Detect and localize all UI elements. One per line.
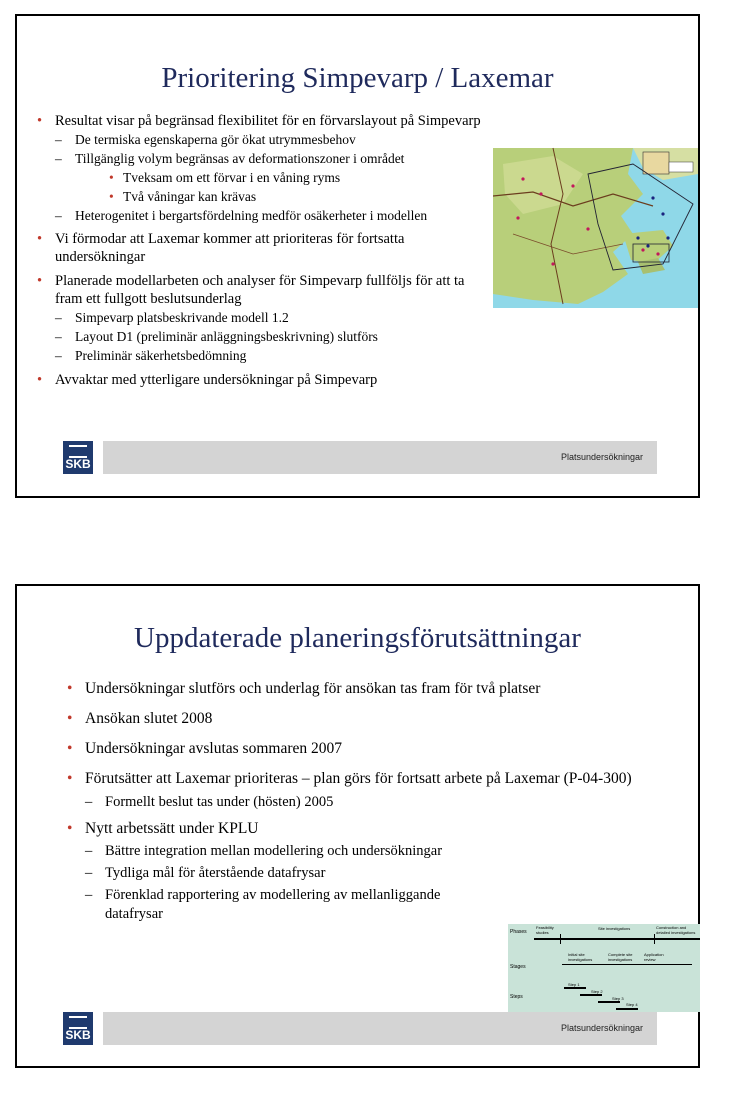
skb-logo: SKB [63,441,93,474]
bullet-item: • Vi förmodar att Laxemar kommer att prioriteras för fortsatta undersökningar [33,230,481,266]
sub-bullet-item: – Simpevarp platsbeskrivande modell 1.2 [55,308,481,327]
timeline-phase-label: Site investigations [598,926,631,931]
skb-logo: SKB [63,1012,93,1045]
footer-bar [103,1012,657,1045]
footer-bar [103,441,657,474]
slide-1 [15,14,700,498]
timeline-phase-label: Construction and detailed investigations [656,925,696,935]
timeline-row-label: Steps [510,994,523,1000]
slide-2-body [63,678,643,924]
sub-bullet-item: – Förenklad rapportering av modellering av mellanliggande datafrysar [85,886,465,924]
phases-timeline-figure [508,924,700,1012]
bullet-item: • Ansökan slutet 2008 [63,708,643,730]
timeline-tick [654,934,655,944]
sub-bullet-item: – Bättre integration mellan modellering och undersökningar [85,842,525,861]
bullet-item: • Nytt arbetssätt under KPLU [63,818,643,840]
bullet-item: • Förutsätter att Laxemar prioriteras – plan görs för fortsatt arbete på Laxemar (P-04-300) [63,768,643,790]
timeline-step-label: Step 3 [612,996,624,1001]
sub-bullet-item: – Preliminär säkerhetsbedömning [55,346,481,365]
sub-sub-bullet-item: • Tveksam om ett förvar i en våning ryms [107,168,481,187]
sub-bullet-item: – Formellt beslut tas under (hösten) 2005 [85,793,643,812]
timeline-step-bar [616,1008,638,1010]
slide-2-title: Uppdaterade planeringsförutsättningar [134,622,581,654]
timeline-tick [560,934,561,944]
timeline-phase-label: Feasibility studies [536,925,554,935]
timeline-row-label: Phases [510,929,527,935]
sub-bullet-item: – Tydliga mål för återstående datafrysar [85,864,465,883]
timeline-stage-label: Initial site investigations [568,952,593,962]
bullet-item: • Planerade modellarbeten och analyser för Simpevarp fullföljs för att ta fram ett fullgott beslutsunderlag [33,272,481,308]
slide-1-title: Prioritering Simpevarp / Laxemar [161,62,554,94]
timeline-phase-line [534,938,700,940]
timeline-step-label: Step 1 [568,982,580,987]
timeline-stage-label: Application review [644,952,664,962]
slide-2 [15,584,700,1068]
timeline-stage-label: Complete site investigations [608,952,633,962]
footer-text: Platsundersökningar [560,452,643,462]
slide-1-body [33,112,481,389]
site-map-image [493,134,698,320]
timeline-stage-line [562,964,692,965]
bullet-item: • Resultat visar på begränsad flexibilitet för en förvarslayout på Simpevarp [33,112,481,130]
bullet-item: • Avvaktar med ytterligare undersökningar på Simpevarp [33,371,481,389]
timeline-step-bar [564,987,586,989]
sub-sub-bullet-item: • Två våningar kan krävas [107,187,481,206]
timeline-step-label: Step 2 [591,989,603,994]
sub-bullet-item: – Heterogenitet i bergartsfördelning medför osäkerheter i modellen [55,206,481,225]
sub-bullet-item: – Tillgänglig volym begränsas av deformationszoner i området [55,149,481,168]
footer-text: Platsundersökningar [560,1023,643,1033]
timeline-step-bar [580,994,602,996]
timeline-step-label: Step 4 [626,1002,638,1007]
sub-bullet-item: – De termiska egenskaperna gör ökat utrymmesbehov [55,130,481,149]
bullet-item: • Undersökningar avslutas sommaren 2007 [63,738,643,760]
timeline-step-bar [598,1001,620,1003]
sub-bullet-item: – Layout D1 (preliminär anläggningsbeskrivning) slutförs [55,327,481,346]
bullet-item: • Undersökningar slutförs och underlag för ansökan tas fram för två platser [63,678,643,700]
timeline-row-label: Stages [510,964,526,970]
site-map-graphic [493,134,698,320]
